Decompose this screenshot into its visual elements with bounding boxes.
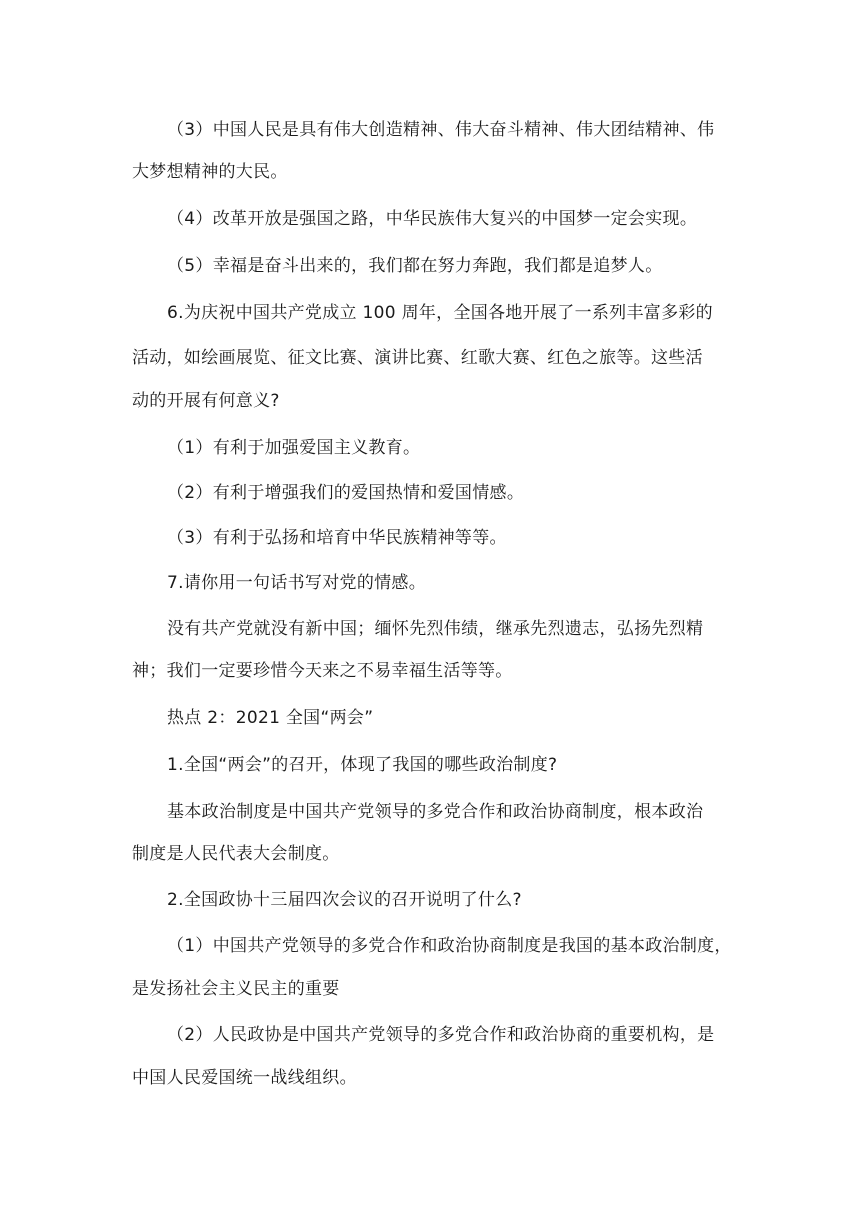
- line-7: 动的开展有何意义?: [132, 391, 280, 411]
- line-15: 1.全国“两会”的召开，体现了我国的哪些政治制度?: [167, 755, 558, 775]
- line-17: 制度是人民代表大会制度。: [132, 844, 340, 864]
- line-21: （2）人民政协是中国共产党领导的多党合作和政治协商的重要机构，是: [167, 1025, 715, 1045]
- line-8: （1）有利于加强爱国主义教育。: [167, 438, 421, 458]
- line-13: 神；我们一定要珍惜今天来之不易幸福生活等等。: [132, 661, 513, 681]
- line-3: （4）改革开放是强国之路，中华民族伟大复兴的中国梦一定会实现。: [167, 209, 698, 229]
- line-6: 活动，如绘画展览、征文比赛、演讲比赛、红歌大赛、红色之旅等。这些活: [132, 348, 703, 368]
- line-10: （3）有利于弘扬和培育中华民族精神等等。: [167, 528, 507, 548]
- line-1: （3）中国人民是具有伟大创造精神、伟大奋斗精神、伟大团结精神、伟: [167, 120, 715, 140]
- line-16: 基本政治制度是中国共产党领导的多党合作和政治协商制度，根本政治: [167, 802, 704, 822]
- line-18: 2.全国政协十三届四次会议的召开说明了什么?: [167, 890, 522, 910]
- line-9: （2）有利于增强我们的爱国热情和爱国情感。: [167, 483, 525, 503]
- line-19: （1）中国共产党领导的多党合作和政治协商制度是我国的基本政治制度，: [167, 936, 732, 956]
- line-5: 6.为庆祝中国共产党成立 100 周年，全国各地开展了一系列丰富多彩的: [167, 303, 713, 323]
- line-20: 是发扬社会主义民主的重要: [132, 979, 340, 999]
- line-2: 大梦想精神的大民。: [132, 162, 288, 182]
- line-4: （5）幸福是奋斗出来的，我们都在努力奔跑，我们都是追梦人。: [167, 256, 663, 276]
- line-11: 7.请你用一句话书写对党的情感。: [167, 573, 427, 593]
- line-22: 中国人民爱国统一战线组织。: [132, 1068, 357, 1088]
- line-14: 热点 2：2021 全国“两会”: [167, 708, 374, 728]
- line-12: 没有共产党就没有新中国；缅怀先烈伟绩，继承先烈遗志，弘扬先烈精: [167, 619, 704, 639]
